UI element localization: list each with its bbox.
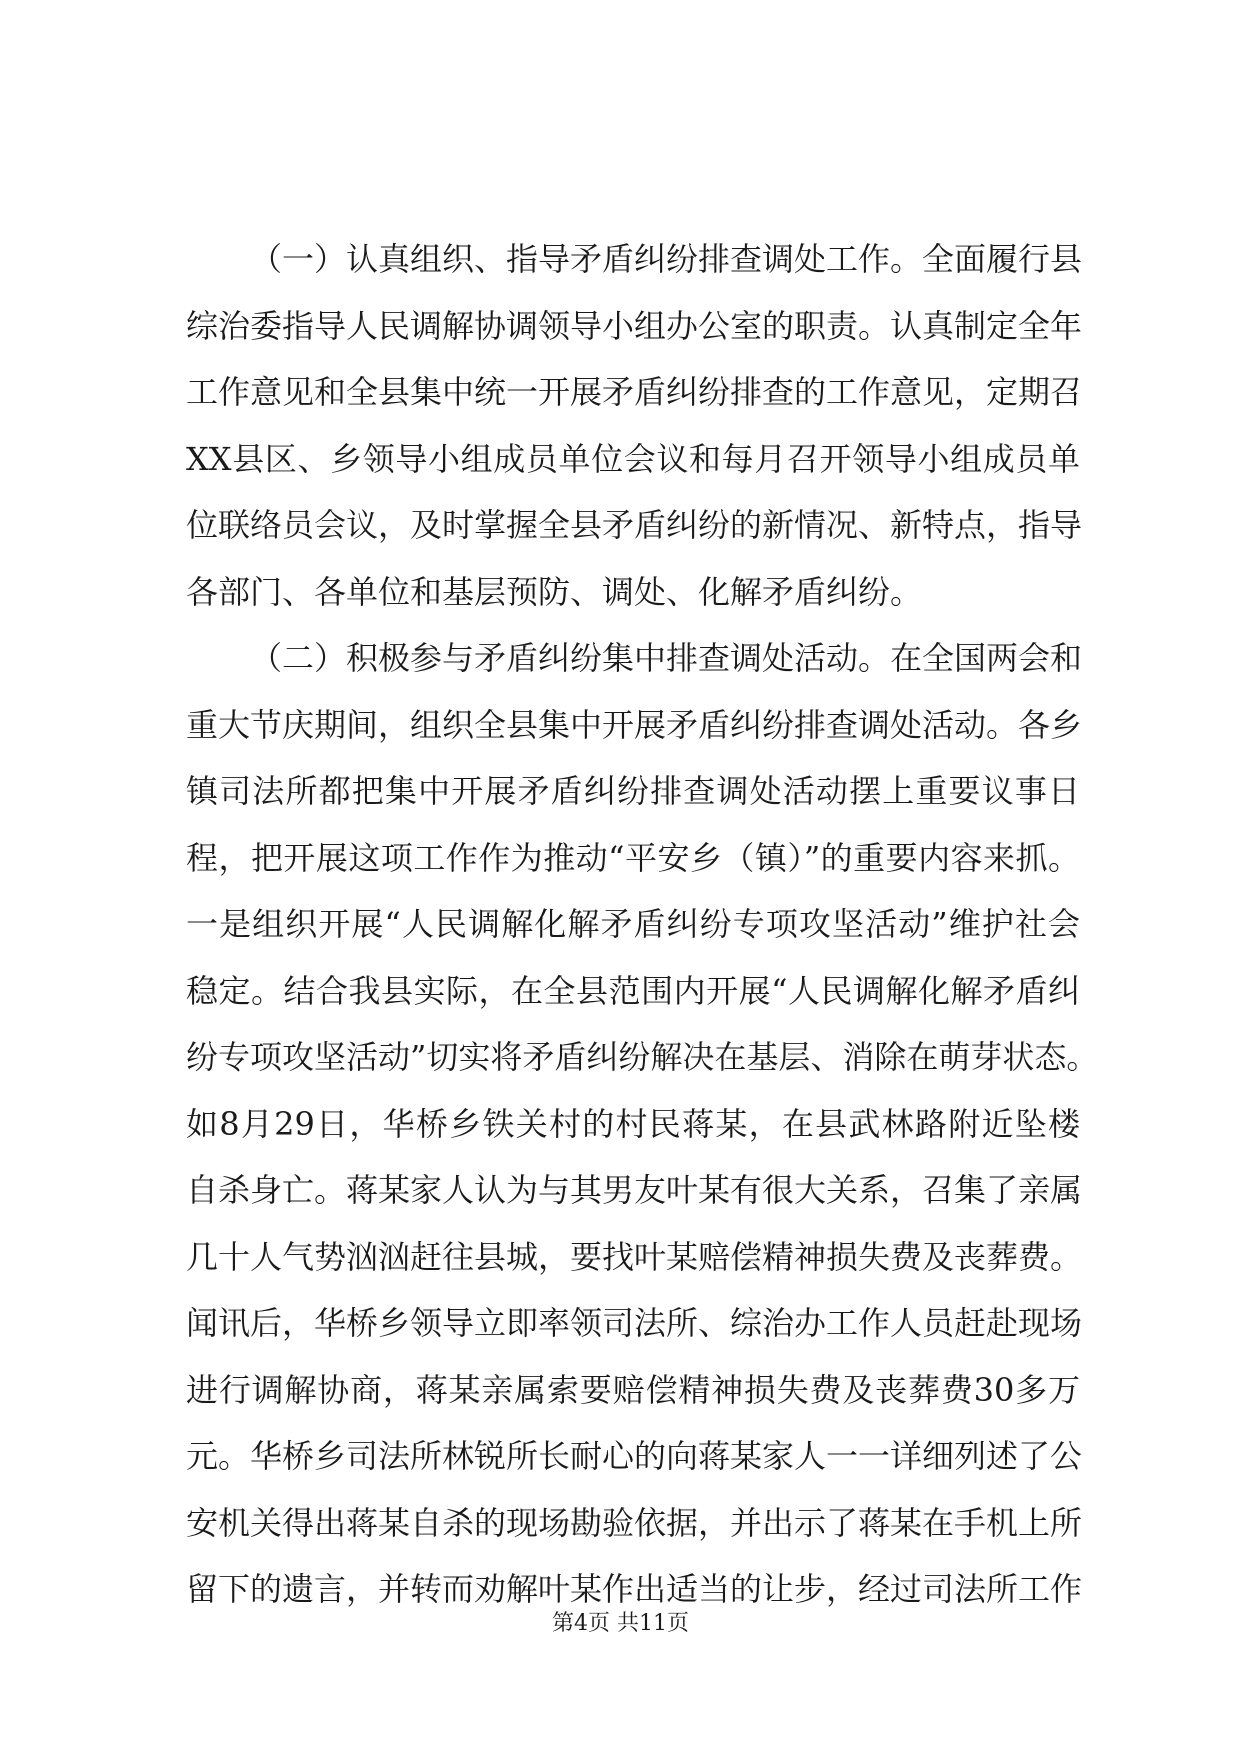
text-line: 稳定。结合我县实际，在全县范围内开展“人民调解化解矛盾纠 [186, 971, 1080, 1010]
text-line: 闻讯后，华桥乡领导立即率领司法所、综治办工作人员赶赴现场 [186, 1304, 1083, 1342]
text-line: 镇司法所都把集中开展矛盾纠纷排查调处活动摆上重要议事日 [186, 772, 1080, 810]
text-line: 几十人气势汹汹赶往县城，要找叶某赔偿精神损失费及丧葬费。 [186, 1237, 1083, 1276]
text-line: 程，把开展这项工作作为推动“平安乡（镇）”的重要内容来抓。 [186, 838, 1080, 877]
paragraph-1 [186, 226, 1083, 625]
text-line: 安机关得出蒋某自杀的现场勘验依据，并出示了蒋某在手机上所 [186, 1503, 1083, 1542]
document-body [186, 226, 1099, 1623]
text-line: （一）认真组织、指导矛盾纠纷排查调处工作。全面履行县 [250, 240, 1083, 278]
paragraph-2 [186, 625, 1099, 1623]
page-number-footer: 第4页 共11页 [552, 1611, 689, 1636]
text-line: 自杀身亡。蒋某家人认为与其男友叶某有很大关系，召集了亲属 [186, 1171, 1083, 1209]
text-line: 重大节庆期间，组织全县集中开展矛盾纠纷排查调处活动。各乡 [186, 705, 1083, 744]
text-line: 各部门、各单位和基层预防、调处、化解矛盾纠纷。 [186, 572, 923, 611]
text-line: 工作意见和全县集中统一开展矛盾纠纷排查的工作意见，定期召 [186, 373, 1083, 411]
text-line: 一是组织开展“人民调解化解矛盾纠纷专项攻坚活动”维护社会 [186, 905, 1080, 943]
text-line: 综治委指导人民调解协调领导小组办公室的职责。认真制定全年 [186, 306, 1083, 345]
text-line: 纷专项攻坚活动”切实将矛盾纠纷解决在基层、消除在萌芽状态。 [186, 1038, 1099, 1076]
text-line: （二）积极参与矛盾纠纷集中排查调处活动。在全国两会和 [250, 639, 1083, 677]
text-line: 位联络员会议，及时掌握全县矛盾纠纷的新情况、新特点，指导 [186, 506, 1083, 544]
text-line: XX县区、乡领导小组成员单位会议和每月召开领导小组成员单 [186, 439, 1080, 478]
text-line: 元。华桥乡司法所林锐所长耐心的向蒋某家人一一详细列述了公 [186, 1437, 1083, 1475]
text-line: 留下的遗言，并转而劝解叶某作出适当的让步，经过司法所工作 [186, 1570, 1083, 1608]
text-line: 如8月29日，华桥乡铁关村的村民蒋某，在县武林路附近坠楼 [186, 1104, 1080, 1143]
text-line: 进行调解协商，蒋某亲属索要赔偿精神损失费及丧葬费30多万 [186, 1370, 1080, 1409]
